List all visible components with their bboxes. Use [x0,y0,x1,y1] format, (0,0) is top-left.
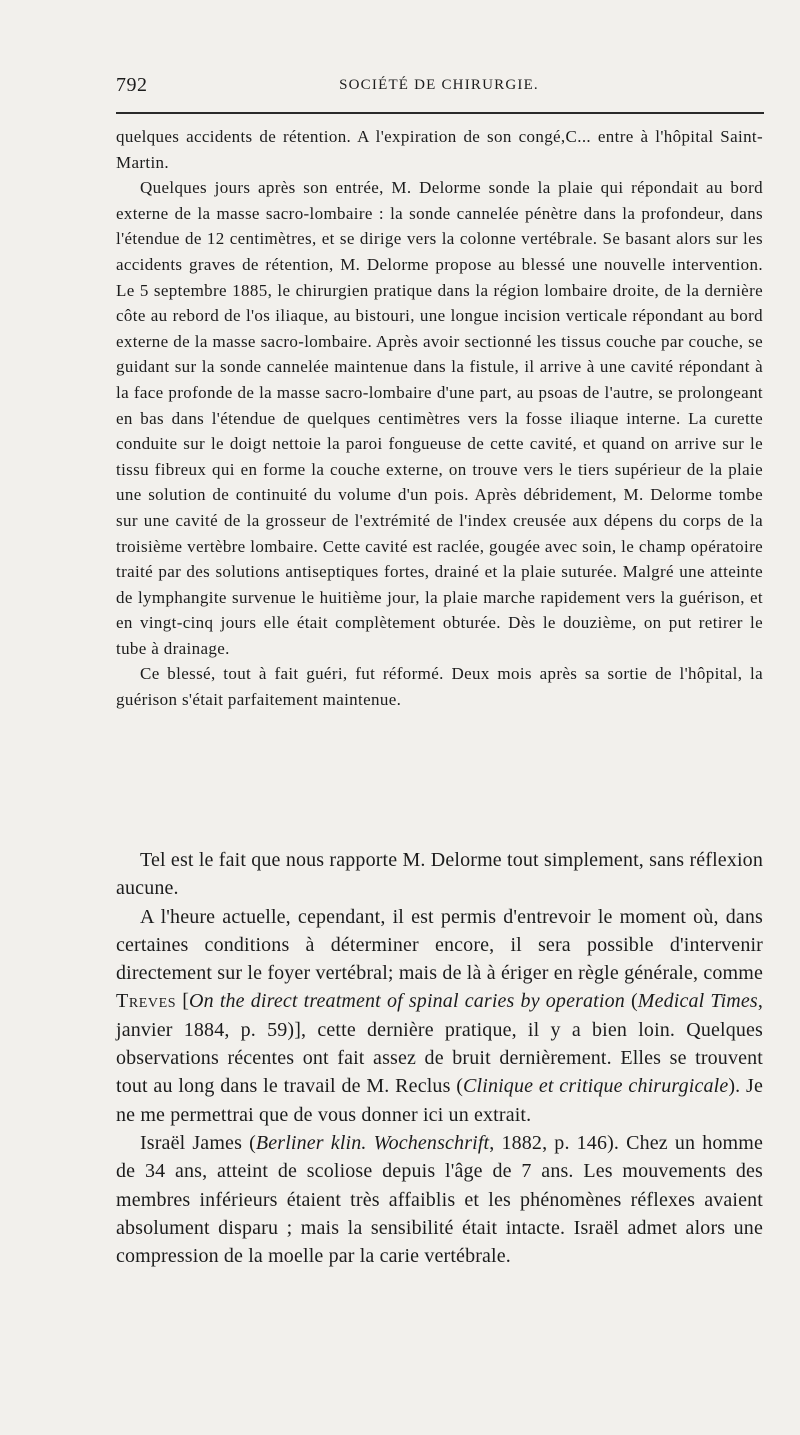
text-span: , 1882, p. 146). Chez un homme de 34 ans, atteint de scoliose depuis l'âge de 7 ans. Les mouvements des membres inférieurs étaient très affaiblis et les phénomènes réflexes avaient absolument disparu ; mais la sensibilité était intacte. Israël admet alors une compression de la moelle par la carie vertébrale. [116,1131,763,1268]
paragraph-operation: Quelques jours après son entrée, M. Delorme sonde la plaie qui répondait au bord externe de la masse sacro-lombaire : la sonde cannelée pénètre dans la profondeur, dans l'étendue de 12 centimètres, et se dirige vers la colonne vertébrale. Se basant alors sur les accidents graves de rétention, M. Delorme propose au blessé une nouvelle intervention. Le 5 septembre 1885, le chirurgien pratique dans la région lombaire droite, de la dernière côte au rebord de l'os iliaque, au bistouri, une longue incision verticale répondant au bord externe de la masse sacro-lombaire. Après avoir sectionné les tissus couche par couche, se guidant sur la sonde cannelée maintenue dans la fistule, il arrive à une cavité répondant à la face profonde de la masse sacro-lombaire d'une part, au psoas de l'autre, se prolongeant en bas dans l'étendue de quelques centimètres vers la fosse iliaque interne. La curette conduite sur le doigt nettoie la paroi fongueuse de cette cavité, et quand on arrive sur le tissu fibreux qui en forme la couche externe, on trouve vers le tiers supérieur de la plaie une solution de continuité du volume d'un pois. Après débridement, M. Delorme tombe sur une cavité de la grosseur de l'extrémité de l'index creusée aux dépens du corps de la troisième vertèbre lombaire. Cette cavité est raclée, gougée avec soin, le champ opératoire traité par des solutions antiseptiques fortes, drainé et la plaie suturée. Malgré une atteinte de lymphangite survenue le huitième jour, la plaie marche rapidement vers la guérison, et en vingt-cinq jours elle était complètement obturée. Dès le douzième, on put retirer le tube à drainage. [116,178,763,658]
case-report-text [116,124,763,713]
paragraph-continuation: quelques accidents de rétention. A l'expiration de son congé,C... entre à l'hôpital Saint-Martin. [116,127,763,172]
article-title: On the direct treatment of spinal caries by operation [189,990,625,1013]
text-span: A l'heure actuelle, cependant, il est permis d'entrevoir le moment où, dans certaines conditions à déterminer encore, il sera possible d'intervenir directement sur le foyer vertébral; mais de là à ériger en règle générale, comme [116,905,763,985]
running-title: SOCIÉTÉ DE CHIRURGIE. [339,77,539,93]
paragraph-case-james [116,1129,763,1270]
commentary-text [116,846,763,1270]
book-title: Clinique et critique chirurgicale [463,1075,729,1098]
journal-title: Medical Times [637,990,758,1013]
text-span: [ [176,990,190,1013]
author-name: Treves [116,990,177,1013]
text-span: ). Je ne me permettrai que de vous donner ici un extrait. [116,1075,763,1126]
text-span: Israël James ( [140,1131,256,1154]
text-span: ( [624,990,638,1013]
paragraph-summary: Tel est le fait que nous rapporte M. Delorme tout simplement, sans réflexion aucune. [116,849,763,900]
paragraph-outcome: Ce blessé, tout à fait guéri, fut réformé. Deux mois après sa sortie de l'hôpital, la guérison s'était parfaitement maintenue. [116,664,763,710]
text-span: , janvier 1884, p. 59)], cette dernière pratique, il y a bien loin. Quelques observations récentes ont fait assez de bruit dernièrement. Elles se trouvent tout au long dans le travail de M. Reclus ( [116,990,763,1098]
page-header [116,74,762,102]
header-rule [116,112,764,114]
page-number: 792 [116,74,148,96]
journal-title: Berliner klin. Wochenschrift [255,1131,490,1154]
paragraph-discussion [116,903,763,1129]
